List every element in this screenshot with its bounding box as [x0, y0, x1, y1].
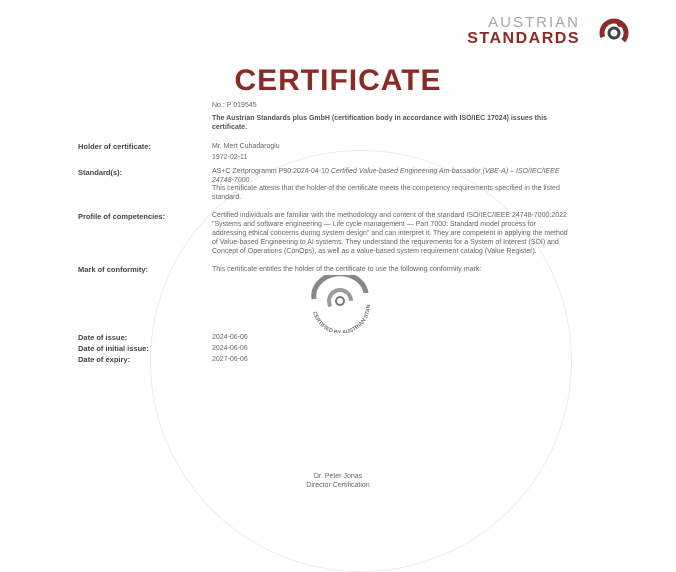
profile-text: Certified individuals are familiar with the methodology and content of the standard ISO/IEC/IEEE 24748-7000:2022 "Systems and software engineering — Life cycle management — Part 7000: Standard model process for addressing ethical concerns during system design" and can interpret it. They are competent in applying the method of Value-based Engineering to AI systems. They understand the requirements for a System of Interest (SOI) and Concept of Operations (ConOps), as well as a value-based system requirement catalog (Value Register).	[212, 212, 568, 255]
conformity-text: This certificate entitles the holder of the certificate to use the following conformity mark:	[212, 266, 482, 273]
certificate-title: CERTIFICATE	[234, 64, 442, 97]
standards-attestation: This certificate attests that the holder of the certificate meets the competency requirements specified in the listed standard.	[212, 185, 560, 201]
certificate-number: No.: P 019545	[212, 102, 257, 109]
seal-ring-text: CERTIFIED BY AUSTRIAN STAN	[310, 304, 373, 333]
date-initial: 2024-06-06	[212, 345, 248, 352]
date-issue: 2024-06-06	[212, 334, 248, 341]
holder-birthdate: 1972-02-11	[212, 154, 248, 161]
standards-label: Standard(s):	[78, 168, 123, 177]
holder-label: Holder of certificate:	[78, 142, 151, 151]
holder-name: Mr. Mert Cuhadaroglu	[212, 143, 280, 150]
signatory-name: Dr. Peter Jonas	[313, 473, 363, 480]
standards-program-prefix: AS+C Zertprogramm P90:2024-04-10	[212, 168, 329, 175]
logo-mark-icon	[594, 18, 634, 48]
logo-line-austrian: AUSTRIAN	[488, 14, 580, 31]
conformity-label: Mark of conformity:	[78, 265, 149, 274]
standards-program-title: Certified Value-based Engineering Am-bassador (VBE-A) – ISO/IEC/IEEE 24748-7000	[212, 168, 560, 184]
date-issue-label: Date of issue:	[78, 333, 128, 342]
logo-line-standards: STANDARDS	[467, 30, 580, 47]
date-initial-label: Date of initial issue:	[78, 344, 149, 353]
standards-program	[212, 167, 572, 185]
profile-label: Profile of competencies:	[78, 212, 166, 221]
conformity-seal-icon	[300, 275, 382, 333]
certificate-intro: The Austrian Standards plus GmbH (certification body in accordance with ISO/IEC 17024) issues this certificate.	[212, 115, 548, 131]
date-expiry: 2027-06-06	[212, 356, 248, 363]
austrian-standards-logo	[467, 16, 580, 48]
signatory-role: Director Certification	[306, 482, 370, 489]
date-expiry-label: Date of expiry:	[78, 355, 131, 364]
